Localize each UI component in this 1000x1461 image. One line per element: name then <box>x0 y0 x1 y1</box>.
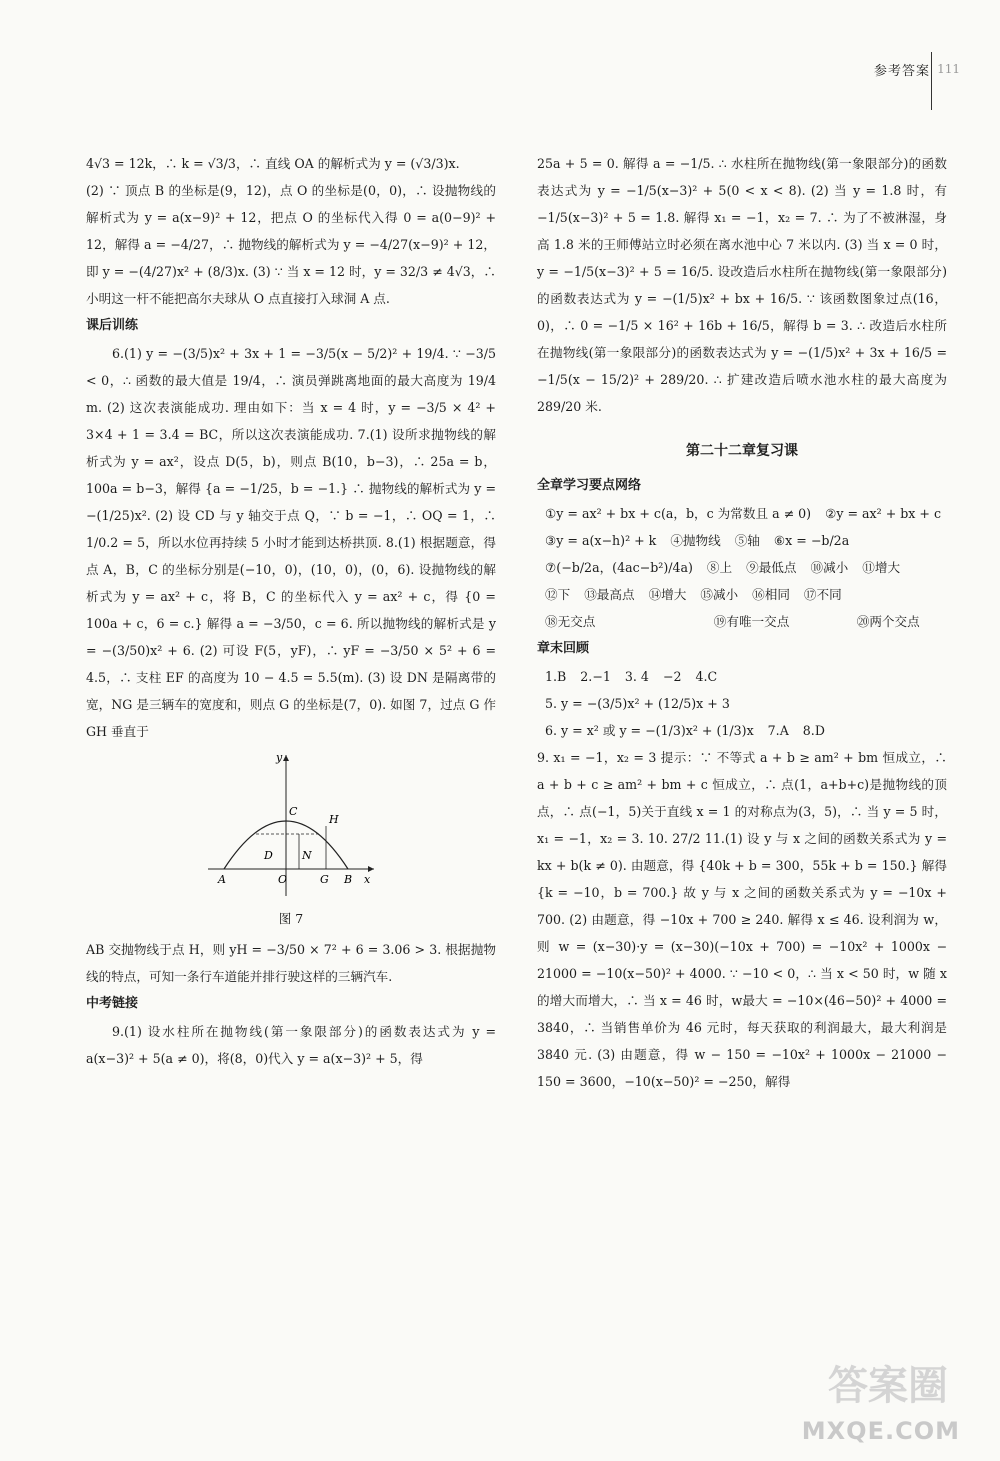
network-item: ⑫下 <box>545 587 571 602</box>
label-N: N <box>302 849 312 862</box>
label-A: A <box>218 873 226 886</box>
network-row <box>545 608 947 635</box>
parabola-diagram <box>206 751 376 901</box>
answer-paragraph: 9. x₁ = −1，x₂ = 3 提示：∵ 不等式 a + b ≥ am² + bm 恒成立，∴ a + b + c ≥ am² + bm + c 恒成立，∴ 点(1，a+b+c)是抛物线的顶点，∴ 点(−1，5)关于直线 x = 1 的对称点为(3，5)，∴ 当 y = 5 时，x₁ = −1，x₂ = 3. 10. 27/2 11.(1) 设 y 与 x 之间的函数关系式为 y = kx + b(k ≠ 0). 由题意，得 {40k + b = 300，55k + b = 150.} 解得 {k = −10，b = 700.} 故 y 与 x 之间的函数关系式为 y = −10x + 700. (2) 由题意，得 −10x + 700 ≥ 240. 解得 x ≤ 46. 设利润为 w，则 w = (x−30)·y = (x−30)(−10x + 700) = −10x² + 1000x − 21000 = −10(x−50)² + 4000. ∵ −10 < 0，∴ 当 x < 50 时，w 随 x 的增大而增大，∴ 当 x = 46 时，w最大 = −10×(46−50)² + 4000 = 3840，∴ 当销售单价为 46 元时，每天获取的利润最大，最大利润是 3840 元. (3) 由题意，得 w − 150 = −10x² + 1000x − 21000 − 150 = 3600，−10(x−50)² = −250，解得 <box>537 750 947 1089</box>
network-item: ⑯相同 <box>752 587 790 602</box>
answer-paragraph: 4√3 = 12k，∴ k = √3/3，∴ 直线 OA 的解析式为 y = (√3/3)x. <box>86 156 460 171</box>
network-item: ⑧上 <box>706 560 733 575</box>
watermark-logo <box>766 1356 976 1451</box>
review-answer: 7.A <box>767 723 789 738</box>
network-row <box>545 581 947 608</box>
section-heading-review: 章末回顾 <box>537 641 590 656</box>
figure-7 <box>86 751 496 901</box>
network-item: ①y = ax² + bx + c(a，b，c 为常数且 a ≠ 0) <box>545 506 812 521</box>
watermark-title: 答案圈 <box>828 1363 948 1409</box>
network-item: ②y = ax² + bx + c <box>825 506 942 521</box>
header-title: 参考答案 <box>873 64 930 79</box>
review-answer: 5. y = −(3/5)x² + (12/5)x + 3 <box>545 696 730 711</box>
network-item: ④抛物线 <box>670 533 721 548</box>
network-item: ⑩减小 <box>810 560 849 575</box>
review-answer: −2 <box>662 669 682 684</box>
page-number: 111 <box>937 62 960 76</box>
network-item: ⑭增大 <box>648 587 687 602</box>
network-item: ⑳两个交点 <box>856 614 920 629</box>
network-item: ⑪增大 <box>862 560 901 575</box>
review-answer: 4.C <box>695 669 718 684</box>
network-item: ③y = a(x−h)² + k <box>545 533 657 548</box>
header-divider <box>931 52 932 110</box>
network-item: ⑬最高点 <box>584 587 635 602</box>
network-item: ⑮减小 <box>700 587 739 602</box>
answer-paragraph: (2) ∵ 顶点 B 的坐标是(9，12)，点 O 的坐标是(0，0)，∴ 设抛物线的解析式为 y = a(x−9)² + 12，把点 O 的坐标代入得 0 = a(0−9)² + 12，解得 a = −4/27，∴ 抛物线的解析式为 y = −4/27(x−9)² + 12，即 y = −(4/27)x² + (8/3)x. (3) ∵ 当 x = 12 时，y = 32/3 ≠ 4√3，∴ 小明这一杆不能把高尔夫球从 O 点直接打入球洞 A 点. <box>86 183 496 306</box>
label-O: O <box>278 873 288 886</box>
review-answers-row <box>545 690 947 717</box>
network-item: ⑥x = −b/2a <box>773 533 850 548</box>
page-header <box>0 52 1000 112</box>
section-heading-after-class: 课后训练 <box>86 318 139 333</box>
label-D: D <box>264 849 273 862</box>
network-item: ⑲有唯一交点 <box>713 614 790 629</box>
network-item: ⑱无交点 <box>545 614 596 629</box>
review-answer: 8.D <box>802 723 825 738</box>
network-row <box>545 500 947 527</box>
review-answers-row <box>545 717 947 744</box>
network-item: ⑦(−b/2a，(4ac−b²)/4a) <box>545 560 693 575</box>
right-column <box>537 150 947 1095</box>
figure-caption: 图 7 <box>278 911 304 926</box>
network-item: ⑤轴 <box>734 533 760 548</box>
answer-paragraph: 9.(1) 设水柱所在抛物线(第一象限部分)的函数表达式为 y = a(x−3)² + 5(a ≠ 0)，将(8，0)代入 y = a(x−3)² + 5，得 <box>86 1024 496 1066</box>
label-C: C <box>289 805 298 818</box>
section-heading-exam-link: 中考链接 <box>86 996 139 1011</box>
network-row <box>545 527 947 554</box>
review-answer: 6. y = x² 或 y = −(1/3)x² + (1/3)x <box>545 723 754 738</box>
review-answer: 1.B <box>545 669 567 684</box>
label-x: x <box>364 873 371 886</box>
label-B: B <box>344 873 353 886</box>
network-item: ⑨最低点 <box>746 560 797 575</box>
label-y: y <box>276 751 283 764</box>
watermark-url: MXQE.COM <box>801 1417 960 1445</box>
label-H: H <box>329 813 339 826</box>
review-answers-row <box>545 663 947 690</box>
review-answer: 2.−1 <box>580 669 611 684</box>
review-answer: 3. 4 <box>624 669 649 684</box>
chapter-title: 第二十二章复习课 <box>686 443 798 459</box>
section-heading-network: 全章学习要点网络 <box>537 478 642 493</box>
answer-paragraph: AB 交抛物线于点 H，则 yH = −3/50 × 7² + 6 = 3.06 > 3. 根据抛物线的特点，可知一条行车道能并排行驶这样的三辆汽车. <box>86 942 496 984</box>
network-item: ⑰不同 <box>803 587 842 602</box>
answer-paragraph: 6.(1) y = −(3/5)x² + 3x + 1 = −3/5(x − 5/2)² + 19/4. ∵ −3/5 < 0，∴ 函数的最大值是 19/4，∴ 演员弹跳离地面的最大高度为 19/4 m. (2) 这次表演能成功. 理由如下：当 x = 4 时，y = −3/5 × 4² + 3×4 + 1 = 3.4 = BC，所以这次表演能成功. 7.(1) 设所求抛物线的解析式为 y = ax²，设点 D(5，b)，则点 B(10，b−3)，∴ 25a = b，100a = b−3，解得 {a = −1/25，b = −1.} ∴ 抛物线的解析式为 y = −(1/25)x². (2) 设 CD 与 y 轴交于点 Q，∵ b = −1，∴ OQ = 1，∴ 1/0.2 = 5，所以水位再持续 5 小时才能到达桥拱顶. 8.(1) 根据题意，得点 A，B，C 的坐标分别是(−10，0)，(10，0)，(0，6). 设抛物线的解析式为 y = ax² + c，将 B，C 的坐标代入 y = ax² + c，得 {0 = 100a + c，6 = c.} 解得 a = −3/50，c = 6. 所以抛物线的解析式是 y = −(3/50)x² + 6. (2) 可设 F(5，yF)，∴ yF = −3/50 × 5² + 6 = 4.5，∴ 支柱 EF 的高度为 10 − 4.5 = 5.5(m). (3) 设 DN 是隔离带的宽，NG 是三辆车的宽度和，则点 G 的坐标是(7，0). 如图 7，过点 G 作 GH 垂直于 <box>86 346 496 739</box>
left-column <box>86 150 496 1072</box>
answer-paragraph: 25a + 5 = 0. 解得 a = −1/5. ∴ 水柱所在抛物线(第一象限部分)的函数表达式为 y = −1/5(x−3)² + 5(0 < x < 8). (2) 当 y = 1.8 时，有 −1/5(x−3)² + 5 = 1.8. 解得 x₁ = −1，x₂ = 7. ∴ 为了不被淋湿，身高 1.8 米的王师傅站立时必须在离水池中心 7 米以内. (3) 当 x = 0 时，y = −1/5(x−3)² + 5 = 16/5. 设改造后水柱所在抛物线(第一象限部分)的函数表达式为 y = −(1/5)x² + bx + 16/5. ∵ 该函数图象过点(16，0)，∴ 0 = −1/5 × 16² + 16b + 16/5，解得 b = 3. ∴ 改造后水柱所在抛物线(第一象限部分)的函数表达式为 y = −(1/5)x² + 3x + 16/5 = −1/5(x − 15/2)² + 289/20. ∴ 扩建改造后喷水池水柱的最大高度为 289/20 米. <box>537 156 947 414</box>
label-G: G <box>320 873 329 886</box>
network-row <box>545 554 947 581</box>
